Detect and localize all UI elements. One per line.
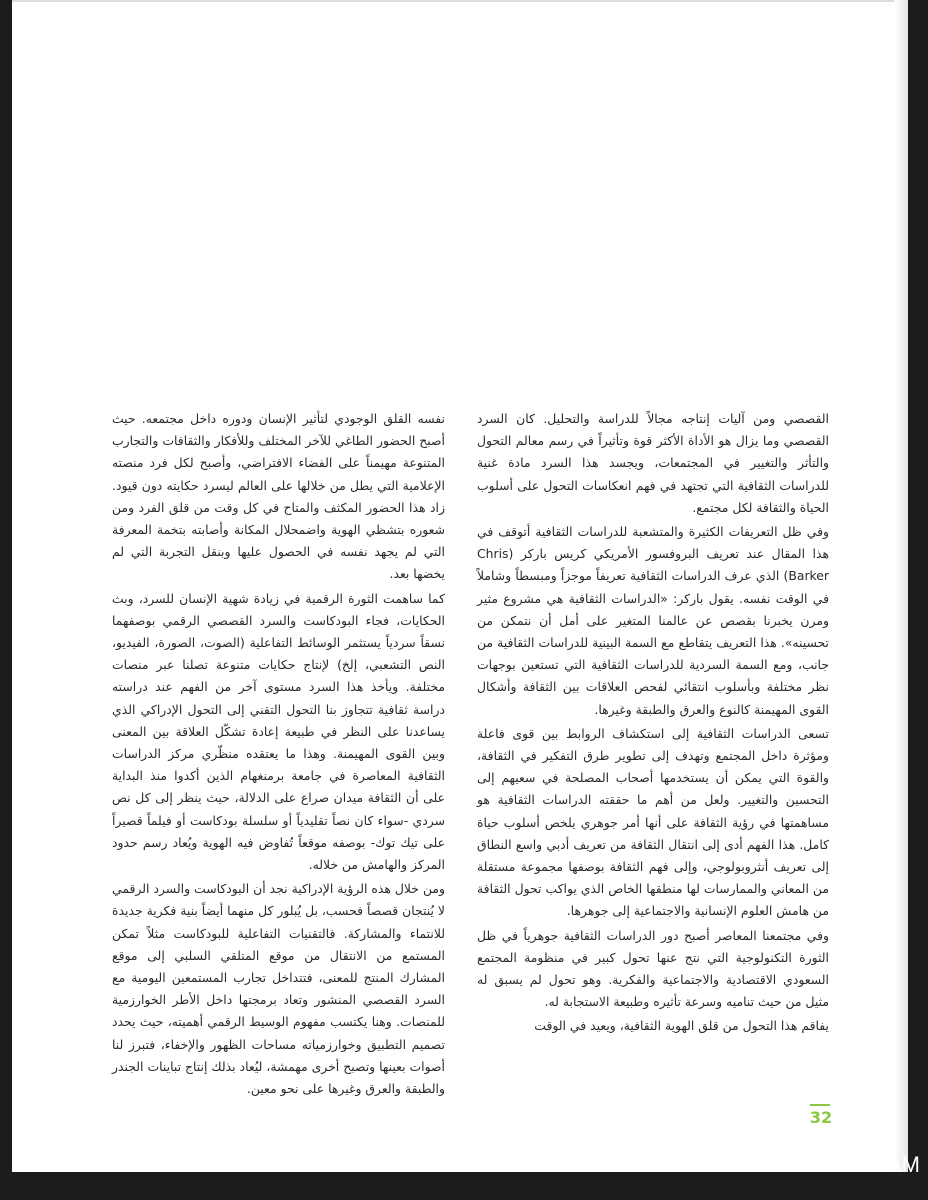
paragraph: تسعى الدراسات الثقافية إلى استكشاف الروابط بين قوى فاعلة ومؤثرة داخل المجتمع وتهدف إلى تطوير طرق التفكير في الثقافة، والقوة التي يمكن أن يستخدمها أصحاب المصلحة في سعيهم إلى التحسين والتغيير. ولعل من أهم ما حققته الدراسات الثقافية هو مساهمتها في رؤية الثقافة على أنها أمر جوهري يلخص أسلوب حياة كامل. هذا الفهم أدى إلى انتقال الثقافة من تعريف أدبي واسع النطاق إلى تعريف أنثروبولوجي، وإلى فهم الثقافة بوصفها مجموعة مستقلة من المعاني والممارسات لها منطقها الخاص الذي يواكب تحول الثقافة من هامش العلوم الإنسانية والاجتماعية إلى جوهرها. xyxy=(477,725,829,919)
paragraph: وفي ظل التعريفات الكثيرة والمتشعبة للدراسات الثقافية أتوقف في هذا المقال عند تعريف البروفسور الأمريكي كريس باركر (Chris Barker) الذي عرف الدراسات الثقافية تعريفاً موجزاً ومبسطاً وشاملاً في الوقت نفسه. يقول باركر: «الدراسات الثقافية هي مشروع مثير ومرن يخبرنا بقصص عن عالمنا المتغير على أمل أن نتمكن من تحسينه». هذا التعريف يتقاطع مع السمة البينية للدراسات الثقافية من جانب، ومع السمة السردية للدراسات الثقافية التي تستعين بوجهات نظر مختلفة وبأسلوب انتقائي لفحص العلاقات بين الثقافة وأشكال القوى المهيمنة كالنوع والعرق والطبقة وغيرها. xyxy=(477,524,829,717)
status-bar-time: 8:10 AM xyxy=(839,1152,920,1177)
page-number-rule xyxy=(810,1104,830,1106)
paragraph: وفي مجتمعنا المعاصر أصبح دور الدراسات الثقافية جوهرياً في ظل الثورة التكنولوجية التي نتج عنها تحول كبير في منظومة المجتمع السعودي الاقتصادية والاجتماعية والفكرية. وهو تحول لم يسبق له مثيل من حيث تناميه وسرعة تأثيره وطبيعة الاستجابة له. xyxy=(477,927,829,1010)
page-top-edge xyxy=(12,0,908,2)
paragraph: كما ساهمت الثورة الرقمية في زيادة شهية الإنسان للسرد، وبث الحكايات، فجاء البودكاست والسرد القصصي الرقمي بوصفهما نسقاً سردياً يستثمر الوسائط التفاعلية (الصوت، الصورة، الفيديو، النص التشعبي، إلخ) لإنتاج حكايات متنوعة تصلنا عبر منصات مختلفة. ويأخذ هذا السرد مستوى آخر من الفهم عند دراسته دراسة ثقافية تتجاوز بنا التحول التقني إلى التحول الإدراكي الذي يساعدنا على النظر في طبيعة إعادة تشكّل العلاقة بين المعنى وبين القوى المهيمنة. وهذا ما يعتقده منظّري مركز الدراسات الثقافية المعاصرة في جامعة برمنغهام الذين أكدوا منذ البداية على أن الثقافة ميدان صراع على الدلالة، حيث ينظر إلى كل نص سردي -سواء كان نصاً تقليدياً أو سلسلة بودكاست أو فيلماً قصيراً على تيك توك- بوصفه موقعاً تُفاوض فيه الهوية ويُعاد رسم حدود المركز والهامش من خلاله. xyxy=(112,590,445,873)
page-number: 32 xyxy=(809,1108,833,1127)
paragraph: ومن خلال هذه الرؤية الإدراكية نجد أن البودكاست والسرد الرقمي لا يُنتجان قصصاً فحسب، بل يُبلور كل منهما أيضاً بنية فكرية جديدة للانتماء والمشاركة. فالتقنيات التفاعلية للبودكاست مثلاً تمكن المستمع من الانتقال من موقع المتلقي السلبي إلى موقع المشارك المنتج للمعنى، فتتداخل تجارب المستمعين اليومية مع السرد القصصي المنشور وتعاد برمجتها داخل الأطر الخوارزمية للمنصات. وهنا يكتسب مفهوم الوسيط الرقمي أهميته، حيث يحدد تصميم التطبيق وخوارزمياته مساحات الظهور والإخفاء، فتبرز لنا أصوات بعينها وتصبح أخرى مهمشة، ليُعاد بذلك إنتاج تباينات الجندر والطبقة والعرق وغيرها على نحو معين. xyxy=(112,881,445,1097)
page-right-edge-shadow xyxy=(894,0,908,1172)
paragraph: القصصي ومن آليات إنتاجه مجالاً للدراسة والتحليل. كان السرد القصصي وما يزال هو الأداة الأكثر قوة وتأثيراً في رسم معالم التحول والتأثر والتغيير في المجتمعات، ويجسد هذا السرد مادة غنية للدراسات الثقافية التي تجتهد في فهم انعكاسات التحول على أسلوب الحياة والثقافة لكل مجتمع. xyxy=(477,411,829,515)
paragraph: يفاقم هذا التحول من قلق الهوية الثقافية، ويعيد في الوقت xyxy=(534,1018,829,1034)
paragraph: نفسه القلق الوجودي لتأثير الإنسان ودوره داخل مجتمعه. حيث أصبح الحضور الطاغي للآخر المختلف وللأفكار والثقافات والتجارب المتنوعة مهيمناً على الفضاء الافتراضي، وأصبح لكل فرد منصته الإعلامية التي يطل من خلالها على العالم ليسرد حكايته دون قيود. زاد هذا الحضور المكثف والمتاح في كل وقت من قلق الفرد ومن شعوره بتشظي الهوية واضمحلال المكانة وأصابته بتخمة المعرفة التي لم يجهد نفسه في الحصول عليها وبنقل التجربة التي لم يخضها بعد. xyxy=(112,411,445,582)
article-column-right xyxy=(477,408,829,1040)
article-column-left xyxy=(112,408,445,1102)
magazine-page xyxy=(12,0,908,1172)
